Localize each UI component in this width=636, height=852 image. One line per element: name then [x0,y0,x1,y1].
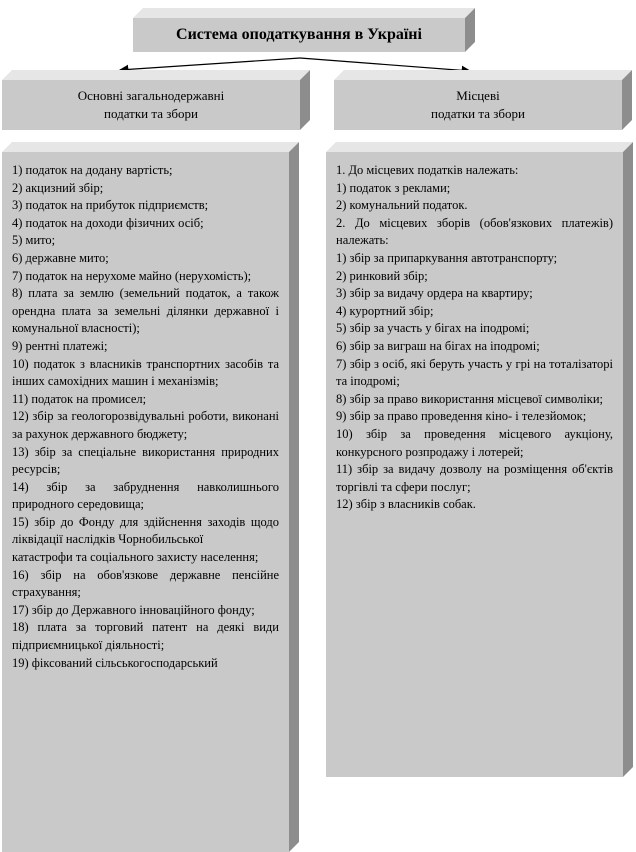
header-line: податки та збори [431,106,525,121]
diagram-title: Система оподаткування в Україні [176,26,422,43]
list-item: 7) податок на нерухоме майно (нерухомість); [12,268,252,283]
arrow-to-left [120,58,300,70]
list-item: 1. До місцевих податків належать: [336,163,519,177]
local-taxes-list [326,152,623,777]
list-item: 1) податок з реклами; [336,180,451,195]
list-item: 3) податок на прибуток підприємств; [12,198,209,213]
list-item: 19) фіксований сільськогосподарський [12,655,218,670]
list-item: 7) збір з осіб, які беруть участь у грі на тоталізаторі та іподромі; [336,356,613,389]
list-item: 1) податок на додану вартість; [12,163,173,177]
list-item: 4) податок на доходи фізичних осіб; [12,215,204,230]
list-item: 2) акцизний збір; [12,180,104,195]
list-item: 12) збір з власників собак. [336,497,476,512]
list-item: 17) збір до Державного інноваційного фонду; [12,602,255,617]
list-item: 1) збір за припаркування автотранспорту; [336,250,558,265]
list-item: 10) збір за проведення місцевого аукціону, конкурсного розпродажу і лотерей; [336,426,613,459]
list-item: 6) збір за виграш на бігах на іподромі; [336,338,540,353]
list-item: 13) збір за спеціальне використання природних ресурсів; [12,444,279,477]
list-item: 2) ринковий збір; [336,268,428,283]
list-item: 2) комунальний податок. [336,198,468,213]
list-item: 12) збір за геологорозвідувальні роботи, виконані за рахунок державного бюджету; [12,409,279,441]
list-item: катастрофи та соціального захисту населення; [12,550,259,565]
list-item: 14) збір за забруднення навколишнього природного середовища; [12,479,279,512]
title-box [133,18,465,52]
arrow-to-right [300,58,470,71]
list-item: 4) курортний збір; [336,303,434,318]
list-item: 15) збір до Фонду для здійснення заходів щодо ліквідації наслідків Чорнобильської [12,514,279,547]
header-line: податки та збори [104,106,198,121]
national-taxes-list [2,152,289,852]
list-item: 16) збір на обов'язкове державне пенсійне страхування; [12,567,279,600]
list-item: 10) податок з власників транспортних засобів та інших самохідних машин і механізмів; [12,356,279,389]
list-item: 5) збір за участь у бігах на іподромі; [336,321,530,336]
national-taxes-header [2,80,300,130]
list-item: 8) плата за землю (земельний податок, а також орендна плата за земельні ділянки державної і комунальної власності); [12,286,279,336]
list-item: 2. До місцевих зборів (обов'язкових платежів) належать: [336,215,613,248]
list-item: 11) податок на промисел; [12,391,147,406]
header-line: Основні загальнодержавні [77,88,225,103]
list-item: 18) плата за торговий патент на деякі види підприємницької діяльності; [12,620,279,653]
header-line: Місцеві [456,88,500,103]
list-item: 3) збір за видачу ордера на квартиру; [336,286,533,301]
list-item: 11) збір за видачу дозволу на розміщення об'єктів торгівлі та сфери послуг; [336,462,613,494]
list-item: 9) збір за право проведення кіно- і телезйомок; [336,409,587,424]
list-item: 6) державне мито; [12,250,109,265]
list-item: 9) рентні платежі; [12,338,108,353]
local-taxes-header [334,80,622,130]
list-item: 8) збір за право використання місцевої символіки; [336,391,603,406]
list-item: 5) мито; [12,233,56,248]
